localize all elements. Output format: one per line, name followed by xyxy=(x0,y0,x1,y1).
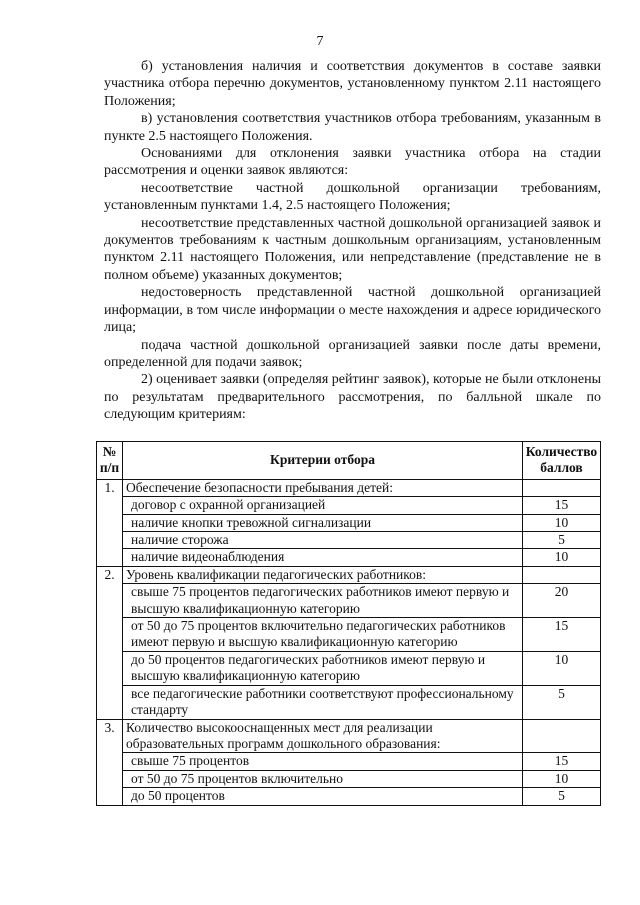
table-row xyxy=(97,770,601,787)
page-number: 7 xyxy=(316,34,324,49)
criterion-text: наличие сторожа xyxy=(123,532,523,549)
points-cell xyxy=(523,566,601,583)
row-number: 3. xyxy=(97,719,123,805)
criterion-text: все педагогические работники соответствуют профессиональному стандарту xyxy=(123,685,523,719)
points-cell xyxy=(523,719,601,753)
points-cell: 20 xyxy=(523,584,601,618)
row-number: 1. xyxy=(97,479,123,566)
table-row xyxy=(97,514,601,531)
paragraph: б) установления наличия и соответствия документов в составе заявки участника отбора перечню документов, установленному пунктом 2.11 настоящего Положения; xyxy=(104,59,601,109)
table-row xyxy=(97,788,601,805)
points-cell: 5 xyxy=(523,788,601,805)
row-number: 2. xyxy=(97,566,123,719)
paragraph: Основаниями для отклонения заявки участника отбора на стадии рассмотрения и оценки заявок являются: xyxy=(104,146,601,179)
table-row xyxy=(97,719,601,753)
table-row xyxy=(97,566,601,583)
paragraph: недостоверность представленной частной дошкольной организацией информации, в том числе информации о месте нахождения и адресе юридического лица; xyxy=(104,285,601,336)
table-row xyxy=(97,584,601,618)
group-title: Обеспечение безопасности пребывания детей: xyxy=(123,479,523,496)
points-cell: 5 xyxy=(523,532,601,549)
points-cell xyxy=(523,479,601,496)
points-cell: 15 xyxy=(523,618,601,652)
paragraph: в) установления соответствия участников отбора требованиям, указанным в пункте 2.5 настоящего Положения. xyxy=(104,111,601,144)
table-row xyxy=(97,549,601,566)
points-cell: 15 xyxy=(523,753,601,770)
group-title: Уровень квалификации педагогических работников: xyxy=(123,566,523,583)
criterion-text: от 50 до 75 процентов включительно педагогических работников имеют первую и высшую квалификационную категорию xyxy=(123,618,523,652)
header-num: № п/п xyxy=(97,442,123,480)
criterion-text: наличие кнопки тревожной сигнализации xyxy=(123,514,523,531)
criterion-text: свыше 75 процентов педагогических работников имеют первую и высшую квалификационную категорию xyxy=(123,584,523,618)
points-cell: 10 xyxy=(523,549,601,566)
header-criteria: Критерии отбора xyxy=(123,442,523,480)
table-row xyxy=(97,618,601,652)
points-cell: 15 xyxy=(523,497,601,514)
table-row xyxy=(97,497,601,514)
criterion-text: договор с охранной организацией xyxy=(123,497,523,514)
criteria-table xyxy=(96,441,601,806)
table-row xyxy=(97,753,601,770)
paragraph: несоответствие частной дошкольной организации требованиям, установленным пунктами 1.4, 2.5 настоящего Положения; xyxy=(104,180,601,214)
points-cell: 10 xyxy=(523,651,601,685)
paragraph: несоответствие представленных частной дошкольной организацией заявок и документов требованиям к частным дошкольным организациям, установленным пунктом 2.11 настоящего Положения, или непредставление (представление не в полном объеме) указанных документов; xyxy=(104,215,601,283)
criterion-text: до 50 процентов xyxy=(123,788,523,805)
group-title: Количество высокооснащенных мест для реализации образовательных программ дошкольного образования: xyxy=(123,719,523,753)
document-body xyxy=(104,58,601,424)
table-row xyxy=(97,651,601,685)
points-cell: 5 xyxy=(523,685,601,719)
points-cell: 10 xyxy=(523,770,601,787)
paragraph: 2) оценивает заявки (определяя рейтинг заявок), которые не были отклонены по результатам предварительного рассмотрения, по балльной шкале по следующим критериям: xyxy=(104,372,602,423)
criterion-text: до 50 процентов педагогических работников имеют первую и высшую квалификационную категорию xyxy=(123,651,523,685)
criterion-text: свыше 75 процентов xyxy=(123,753,523,770)
table-header-row xyxy=(97,442,601,480)
header-points: Количество баллов xyxy=(523,442,601,480)
criterion-text: от 50 до 75 процентов включительно xyxy=(123,770,523,787)
criterion-text: наличие видеонаблюдения xyxy=(123,549,523,566)
points-cell: 10 xyxy=(523,514,601,531)
table-row xyxy=(97,685,601,719)
paragraph: подача частной дошкольной организацией заявки после даты времени, определенной для подачи заявок; xyxy=(104,337,601,370)
table-row xyxy=(97,479,601,496)
table-row xyxy=(97,532,601,549)
